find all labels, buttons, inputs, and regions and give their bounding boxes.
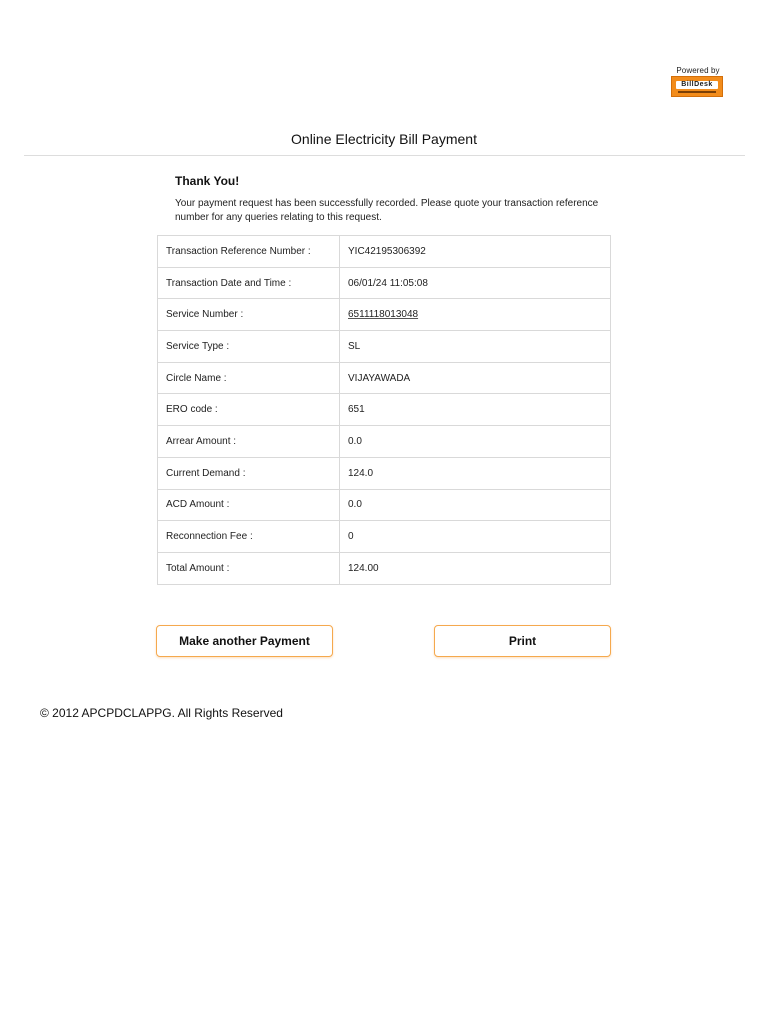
powered-by-label: Powered by	[676, 66, 720, 75]
ero-code-value: 651	[340, 394, 611, 426]
detail-label: Total Amount :	[158, 552, 340, 584]
detail-label: Transaction Reference Number :	[158, 236, 340, 268]
acd-amount-value: 0.0	[340, 489, 611, 521]
table-row	[158, 362, 611, 394]
table-row	[158, 426, 611, 458]
confirmation-message: Your payment request has been successfully recorded. Please quote your transaction reference number for any queries relating to this request.	[175, 198, 599, 223]
billdesk-logo	[671, 76, 723, 97]
total-amount-value: 124.00	[340, 552, 611, 584]
detail-label: Transaction Date and Time :	[158, 267, 340, 299]
payment-details-table	[157, 235, 611, 585]
detail-label: Service Number :	[158, 299, 340, 331]
transaction-datetime-value: 06/01/24 11:05:08	[340, 267, 611, 299]
make-another-payment-button[interactable]: Make another Payment	[156, 625, 333, 657]
detail-label: Current Demand :	[158, 457, 340, 489]
transaction-reference-value: YIC42195306392	[340, 236, 611, 268]
print-button[interactable]: Print	[434, 625, 611, 657]
table-row	[158, 394, 611, 426]
page-title: Online Electricity Bill Payment	[291, 131, 477, 147]
detail-label: Arrear Amount :	[158, 426, 340, 458]
detail-label: Reconnection Fee :	[158, 521, 340, 553]
service-type-value: SL	[340, 331, 611, 363]
table-row	[158, 331, 611, 363]
billdesk-logo-tagline	[678, 91, 716, 93]
table-row	[158, 267, 611, 299]
header-divider	[24, 155, 745, 156]
detail-label: Circle Name :	[158, 362, 340, 394]
circle-name-value: VIJAYAWADA	[340, 362, 611, 394]
table-row	[158, 236, 611, 268]
arrear-amount-value: 0.0	[340, 426, 611, 458]
table-row	[158, 299, 611, 331]
detail-label: Service Type :	[158, 331, 340, 363]
service-number-value: 6511118013048	[348, 309, 419, 321]
current-demand-value: 124.0	[340, 457, 611, 489]
detail-label: ACD Amount :	[158, 489, 340, 521]
powered-by-billdesk	[671, 66, 725, 97]
table-row	[158, 521, 611, 553]
table-row	[158, 489, 611, 521]
reconnection-fee-value: 0	[340, 521, 611, 553]
table-row	[158, 457, 611, 489]
detail-label: ERO code :	[158, 394, 340, 426]
copyright-footer: © 2012 APCPDCLAPPG. All Rights Reserved	[40, 706, 283, 720]
billdesk-logo-text: BillDesk	[676, 81, 718, 89]
service-number-cell	[340, 299, 611, 331]
thank-you-heading: Thank You!	[175, 174, 240, 188]
table-row	[158, 552, 611, 584]
